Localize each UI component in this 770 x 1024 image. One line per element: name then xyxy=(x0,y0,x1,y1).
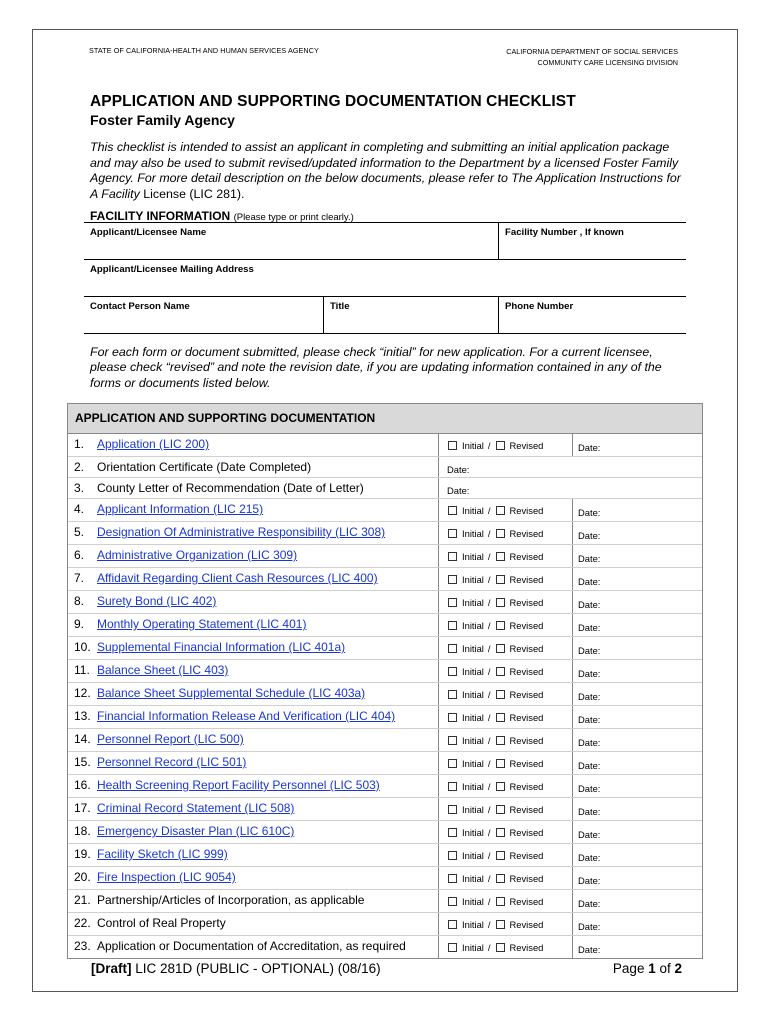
initial-checkbox[interactable] xyxy=(448,644,457,653)
initial-label: Initial xyxy=(462,850,484,861)
date-label: Date: xyxy=(578,852,601,863)
checklist-row xyxy=(68,478,702,499)
date-label: Date: xyxy=(578,576,601,587)
checklist-row xyxy=(68,844,702,867)
checklist-row xyxy=(68,614,702,637)
initial-label: Initial xyxy=(462,597,484,608)
initial-checkbox[interactable] xyxy=(448,897,457,906)
status-cell xyxy=(438,729,572,751)
revised-checkbox[interactable] xyxy=(496,782,505,791)
revised-label: Revised xyxy=(509,781,544,792)
revised-checkbox[interactable] xyxy=(496,805,505,814)
status-cell xyxy=(438,591,572,613)
date-field[interactable] xyxy=(572,798,702,820)
initial-label: Initial xyxy=(462,689,484,700)
initial-checkbox[interactable] xyxy=(448,441,457,450)
slash-separator: / xyxy=(487,758,491,769)
department-header xyxy=(506,46,678,68)
item-number: 2. xyxy=(74,460,85,474)
item-link[interactable]: Affidavit Regarding Client Cash Resources (LIC 400) xyxy=(97,571,378,585)
checklist-row xyxy=(68,591,702,614)
revised-checkbox[interactable] xyxy=(496,667,505,676)
item-link[interactable]: Fire Inspection (LIC 9054) xyxy=(97,870,236,884)
phone-number-field[interactable] xyxy=(498,297,686,333)
date-field[interactable] xyxy=(572,545,702,567)
checklist-row xyxy=(68,457,702,478)
revised-checkbox[interactable] xyxy=(496,897,505,906)
slash-separator: / xyxy=(487,735,491,746)
revised-checkbox[interactable] xyxy=(496,736,505,745)
contact-person-label: Contact Person Name xyxy=(90,301,190,312)
slash-separator: / xyxy=(487,919,491,930)
date-field[interactable] xyxy=(572,568,702,590)
revised-label: Revised xyxy=(509,942,544,953)
mailing-address-field[interactable] xyxy=(84,260,686,296)
item-number: 10. xyxy=(74,640,91,654)
date-label: Date: xyxy=(578,737,601,748)
date-label: Date: xyxy=(578,714,601,725)
item-number: 20. xyxy=(74,870,91,884)
slash-separator: / xyxy=(487,551,491,562)
revised-label: Revised xyxy=(509,896,544,907)
date-label: Date: xyxy=(578,806,601,817)
item-number: 15. xyxy=(74,755,91,769)
initial-checkbox[interactable] xyxy=(448,736,457,745)
checklist-row xyxy=(68,522,702,545)
item-label: Control of Real Property xyxy=(97,916,226,930)
initial-checkbox[interactable] xyxy=(448,667,457,676)
slash-separator: / xyxy=(487,528,491,539)
item-label: County Letter of Recommendation (Date of Letter) xyxy=(97,481,364,495)
item-number: 1. xyxy=(74,437,85,451)
initial-checkbox[interactable] xyxy=(448,759,457,768)
status-cell xyxy=(438,522,572,544)
date-field[interactable] xyxy=(572,775,702,797)
date-field[interactable] xyxy=(572,867,702,889)
revised-checkbox[interactable] xyxy=(496,644,505,653)
initial-checkbox[interactable] xyxy=(448,805,457,814)
applicant-name-field[interactable] xyxy=(84,223,498,259)
date-label: Date: xyxy=(578,645,601,656)
checklist-row xyxy=(68,683,702,706)
date-label: Date: xyxy=(578,898,601,909)
item-number: 21. xyxy=(74,893,91,907)
initial-label: Initial xyxy=(462,620,484,631)
date-label: Date: xyxy=(578,829,601,840)
item-number: 22. xyxy=(74,916,91,930)
slash-separator: / xyxy=(487,666,491,677)
mailing-address-label: Applicant/Licensee Mailing Address xyxy=(90,264,254,275)
date-label: Date: xyxy=(578,875,601,886)
initial-label: Initial xyxy=(462,919,484,930)
initial-label: Initial xyxy=(462,528,484,539)
draft-label: [Draft] xyxy=(91,961,132,976)
revised-checkbox[interactable] xyxy=(496,552,505,561)
revised-checkbox[interactable] xyxy=(496,943,505,952)
initial-label: Initial xyxy=(462,758,484,769)
revised-label: Revised xyxy=(509,758,544,769)
date-label: Date: xyxy=(578,668,601,679)
status-cell xyxy=(438,752,572,774)
revised-checkbox[interactable] xyxy=(496,874,505,883)
item-number: 23. xyxy=(74,939,91,953)
date-field[interactable] xyxy=(572,434,702,456)
checklist-row xyxy=(68,729,702,752)
page-subtitle: Foster Family Agency xyxy=(90,112,235,128)
item-label: Application or Documentation of Accreditation, as required xyxy=(97,939,406,953)
initial-checkbox[interactable] xyxy=(448,529,457,538)
checklist-row xyxy=(68,775,702,798)
item-number: 6. xyxy=(74,548,85,562)
checklist-rows xyxy=(68,434,702,958)
page-indicator xyxy=(613,961,682,976)
revised-label: Revised xyxy=(509,735,544,746)
date-field[interactable] xyxy=(572,683,702,705)
agency-header: STATE OF CALIFORNIA-HEALTH AND HUMAN SERVICES AGENCY xyxy=(89,46,319,55)
item-number: 7. xyxy=(74,571,85,585)
revised-label: Revised xyxy=(509,712,544,723)
facility-row-3 xyxy=(84,297,686,334)
date-label: Date: xyxy=(578,921,601,932)
page-of: of xyxy=(655,961,675,976)
item-link[interactable]: Personnel Record (LIC 501) xyxy=(97,755,247,769)
initial-label: Initial xyxy=(462,505,484,516)
title-label: Title xyxy=(330,301,350,312)
facility-info-title: FACILITY INFORMATION xyxy=(90,209,231,223)
status-cell xyxy=(438,867,572,889)
revised-label: Revised xyxy=(509,440,544,451)
revised-checkbox[interactable] xyxy=(496,575,505,584)
initial-checkbox[interactable] xyxy=(448,943,457,952)
status-cell xyxy=(438,890,572,912)
form-footer xyxy=(91,961,381,976)
initial-checkbox[interactable] xyxy=(448,598,457,607)
revised-label: Revised xyxy=(509,666,544,677)
revised-label: Revised xyxy=(509,551,544,562)
initial-label: Initial xyxy=(462,666,484,677)
date-label: Date: xyxy=(578,507,601,518)
date-label: Date: xyxy=(578,622,601,633)
date-field[interactable] xyxy=(572,706,702,728)
initial-label: Initial xyxy=(462,827,484,838)
item-number: 17. xyxy=(74,801,91,815)
initial-label: Initial xyxy=(462,896,484,907)
facility-row-2 xyxy=(84,260,686,297)
facility-number-field[interactable] xyxy=(498,223,686,259)
item-link[interactable]: Supplemental Financial Information (LIC 401a) xyxy=(97,640,346,654)
item-label: Partnership/Articles of Incorporation, as applicable xyxy=(97,893,365,907)
date-field[interactable] xyxy=(572,936,702,958)
item-link[interactable]: Health Screening Report Facility Personnel (LIC 503) xyxy=(97,778,380,792)
item-link[interactable]: Balance Sheet (LIC 403) xyxy=(97,663,229,677)
status-cell xyxy=(438,614,572,636)
initial-checkbox[interactable] xyxy=(448,552,457,561)
checklist-row xyxy=(68,752,702,775)
item-number: 3. xyxy=(74,481,85,495)
status-cell xyxy=(438,545,572,567)
revised-checkbox[interactable] xyxy=(496,621,505,630)
revised-label: Revised xyxy=(509,850,544,861)
checklist-row xyxy=(68,867,702,890)
revised-checkbox[interactable] xyxy=(496,506,505,515)
item-number: 14. xyxy=(74,732,91,746)
checklist-row xyxy=(68,568,702,591)
item-label: Orientation Certificate (Date Completed) xyxy=(97,460,312,474)
status-cell xyxy=(438,637,572,659)
date-field[interactable] xyxy=(572,591,702,613)
revised-label: Revised xyxy=(509,620,544,631)
item-link[interactable]: Facility Sketch (LIC 999) xyxy=(97,847,228,861)
checklist-row xyxy=(68,545,702,568)
status-cell xyxy=(438,844,572,866)
status-cell xyxy=(438,821,572,843)
intro-license-ref: License (LIC 281). xyxy=(143,186,245,201)
initial-checkbox[interactable] xyxy=(448,874,457,883)
status-cell xyxy=(438,706,572,728)
item-number: 11. xyxy=(74,663,90,677)
facility-number-label: Facility Number , If known xyxy=(505,227,624,238)
item-number: 18. xyxy=(74,824,91,838)
facility-info-form xyxy=(84,222,686,334)
slash-separator: / xyxy=(487,712,491,723)
checklist-row xyxy=(68,936,702,958)
revised-label: Revised xyxy=(509,804,544,815)
status-cell xyxy=(438,683,572,705)
revised-checkbox[interactable] xyxy=(496,828,505,837)
item-number: 16. xyxy=(74,778,91,792)
revised-checkbox[interactable] xyxy=(496,920,505,929)
revised-label: Revised xyxy=(509,528,544,539)
slash-separator: / xyxy=(487,850,491,861)
revised-checkbox[interactable] xyxy=(496,759,505,768)
date-field[interactable] xyxy=(572,821,702,843)
item-number: 8. xyxy=(74,594,85,608)
item-link[interactable]: Emergency Disaster Plan (LIC 610C) xyxy=(97,824,295,838)
initial-label: Initial xyxy=(462,735,484,746)
slash-separator: / xyxy=(487,597,491,608)
initial-label: Initial xyxy=(462,942,484,953)
initial-checkbox[interactable] xyxy=(448,713,457,722)
item-number: 13. xyxy=(74,709,91,723)
documentation-checklist xyxy=(67,403,703,959)
revised-checkbox[interactable] xyxy=(496,529,505,538)
date-field[interactable] xyxy=(572,890,702,912)
slash-separator: / xyxy=(487,574,491,585)
item-link[interactable]: Financial Information Release And Verification (LIC 404) xyxy=(97,709,396,723)
date-field[interactable] xyxy=(572,729,702,751)
initial-checkbox[interactable] xyxy=(448,851,457,860)
revised-label: Revised xyxy=(509,827,544,838)
date-label: Date: xyxy=(578,783,601,794)
revised-label: Revised xyxy=(509,505,544,516)
revised-label: Revised xyxy=(509,597,544,608)
item-link[interactable]: Designation Of Administrative Responsibility (LIC 308) xyxy=(97,525,386,539)
item-number: 9. xyxy=(74,617,85,631)
date-label: Date: xyxy=(578,530,601,541)
applicant-name-label: Applicant/Licensee Name xyxy=(90,227,207,238)
item-number: 19. xyxy=(74,847,91,861)
item-number: 5. xyxy=(74,525,85,539)
item-link[interactable]: Surety Bond (LIC 402) xyxy=(97,594,217,608)
date-field[interactable] xyxy=(572,913,702,935)
initial-label: Initial xyxy=(462,712,484,723)
slash-separator: / xyxy=(487,689,491,700)
instructions-note: For each form or document submitted, please check “initial” for new application. For a current licensee, please check “revised” and note the revision date, if you are updating information contained in any of the forms or documents listed below. xyxy=(90,345,662,390)
item-number: 4. xyxy=(74,502,85,516)
intro-paragraph xyxy=(90,140,690,202)
initial-checkbox[interactable] xyxy=(448,575,457,584)
date-label: Date: xyxy=(578,442,601,453)
revised-checkbox[interactable] xyxy=(496,441,505,450)
date-field[interactable] xyxy=(572,637,702,659)
slash-separator: / xyxy=(487,781,491,792)
date-field[interactable] xyxy=(572,499,702,521)
status-cell xyxy=(438,499,572,521)
division-name: COMMUNITY CARE LICENSING DIVISION xyxy=(537,58,678,67)
status-cell xyxy=(438,434,572,456)
department-name: CALIFORNIA DEPARTMENT OF SOCIAL SERVICES xyxy=(506,47,678,56)
revised-label: Revised xyxy=(509,873,544,884)
initial-label: Initial xyxy=(462,551,484,562)
facility-row-1 xyxy=(84,223,686,260)
status-cell xyxy=(438,660,572,682)
page-number: 1 xyxy=(648,961,656,976)
checklist-row xyxy=(68,890,702,913)
checklist-row xyxy=(68,499,702,522)
facility-info-heading xyxy=(90,209,354,223)
revised-checkbox[interactable] xyxy=(496,598,505,607)
revised-label: Revised xyxy=(509,574,544,585)
date-label: Date: xyxy=(578,553,601,564)
slash-separator: / xyxy=(487,643,491,654)
checklist-row xyxy=(68,637,702,660)
date-field[interactable] xyxy=(572,660,702,682)
revised-label: Revised xyxy=(509,643,544,654)
revised-checkbox[interactable] xyxy=(496,851,505,860)
slash-separator: / xyxy=(487,505,491,516)
date-field[interactable] xyxy=(572,614,702,636)
slash-separator: / xyxy=(487,942,491,953)
slash-separator: / xyxy=(487,804,491,815)
slash-separator: / xyxy=(487,896,491,907)
date-label: Date: xyxy=(578,944,601,955)
item-link[interactable]: Personnel Report (LIC 500) xyxy=(97,732,244,746)
item-link[interactable]: Monthly Operating Statement (LIC 401) xyxy=(97,617,307,631)
initial-checkbox[interactable] xyxy=(448,782,457,791)
phone-number-label: Phone Number xyxy=(505,301,574,312)
checklist-row xyxy=(68,660,702,683)
item-link[interactable]: Balance Sheet Supplemental Schedule (LIC 403a) xyxy=(97,686,366,700)
date-label: Date: xyxy=(578,691,601,702)
initial-label: Initial xyxy=(462,440,484,451)
item-number: 12. xyxy=(74,686,91,700)
initial-label: Initial xyxy=(462,643,484,654)
contact-person-field[interactable] xyxy=(84,297,323,333)
checklist-row xyxy=(68,821,702,844)
page-total: 2 xyxy=(674,961,682,976)
title-field[interactable] xyxy=(323,297,498,333)
status-cell xyxy=(438,936,572,958)
status-cell xyxy=(438,568,572,590)
item-link[interactable]: Criminal Record Statement (LIC 508) xyxy=(97,801,295,815)
form-id: LIC 281D (PUBLIC - OPTIONAL) (08/16) xyxy=(131,961,381,976)
status-cell xyxy=(438,775,572,797)
page-title: APPLICATION AND SUPPORTING DOCUMENTATION CHECKLIST xyxy=(90,93,576,110)
revised-checkbox[interactable] xyxy=(496,690,505,699)
slash-separator: / xyxy=(487,873,491,884)
slash-separator: / xyxy=(487,827,491,838)
date-label: Date: xyxy=(578,599,601,610)
facility-info-note: (Please type or print clearly.) xyxy=(233,212,354,223)
initial-label: Initial xyxy=(462,873,484,884)
checklist-heading: APPLICATION AND SUPPORTING DOCUMENTATION xyxy=(68,404,702,434)
checklist-row xyxy=(68,706,702,729)
revised-checkbox[interactable] xyxy=(496,713,505,722)
item-link[interactable]: Applicant Information (LIC 215) xyxy=(97,502,264,516)
initial-label: Initial xyxy=(462,574,484,585)
date-field[interactable] xyxy=(438,457,702,477)
status-cell xyxy=(438,913,572,935)
initial-checkbox[interactable] xyxy=(448,621,457,630)
intro-text: This checklist is intended to assist an applicant in completing and submitting an initial application package and may also be used to submit revised/updated information to the Department by a licensed Foster Family Agency. For more detail description on the below documents, please refer to The Application Instructions for A Facility xyxy=(90,140,681,201)
revised-label: Revised xyxy=(509,689,544,700)
date-field[interactable] xyxy=(572,522,702,544)
initial-checkbox[interactable] xyxy=(448,920,457,929)
checklist-row xyxy=(68,798,702,821)
date-field[interactable] xyxy=(438,478,702,498)
date-field[interactable] xyxy=(572,752,702,774)
status-cell xyxy=(438,798,572,820)
date-field[interactable] xyxy=(572,844,702,866)
page-prefix: Page xyxy=(612,961,649,976)
initial-checkbox[interactable] xyxy=(448,828,457,837)
checklist-row xyxy=(68,434,702,457)
date-label: Date: xyxy=(578,760,601,771)
date-label: Date: xyxy=(447,464,470,475)
checklist-row xyxy=(68,913,702,936)
slash-separator: / xyxy=(487,620,491,631)
initial-label: Initial xyxy=(462,781,484,792)
slash-separator: / xyxy=(487,440,491,451)
revised-label: Revised xyxy=(509,919,544,930)
initial-checkbox[interactable] xyxy=(448,690,457,699)
initial-checkbox[interactable] xyxy=(448,506,457,515)
item-link[interactable]: Administrative Organization (LIC 309) xyxy=(97,548,298,562)
date-label: Date: xyxy=(447,485,470,496)
initial-label: Initial xyxy=(462,804,484,815)
item-link[interactable]: Application (LIC 200) xyxy=(97,437,210,451)
